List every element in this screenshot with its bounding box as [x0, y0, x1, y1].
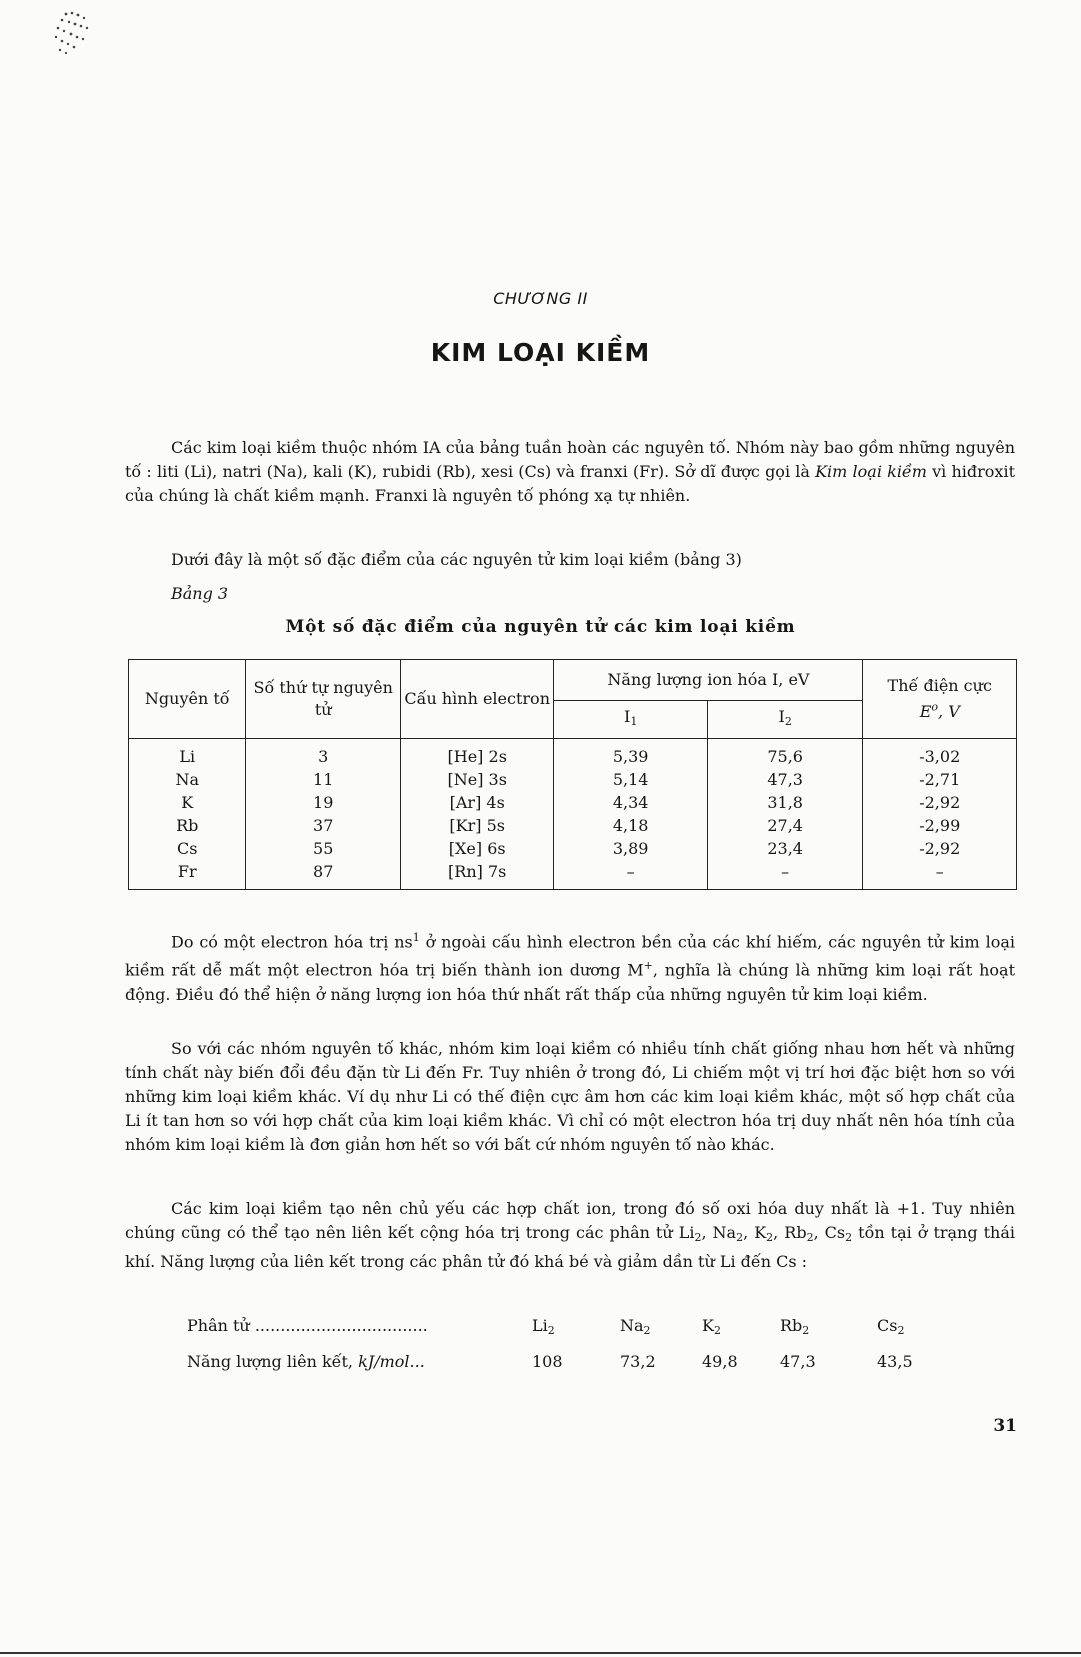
chapter-title: KIM LOẠI KIỀM — [430, 338, 651, 367]
energy-na2: 73,2 — [620, 1352, 656, 1371]
header-electron-config: Cấu hình electron — [400, 660, 553, 739]
header-i2: $I_2$ — [707, 701, 863, 739]
energy-rb2: 47,3 — [780, 1352, 816, 1371]
molecule-na2: $Na_2$ — [620, 1316, 651, 1337]
molecule-k2: $K_2$ — [702, 1316, 721, 1337]
page-number: 31 — [993, 1416, 1017, 1436]
molecule-rb2: $Rb_2$ — [780, 1316, 810, 1337]
bond-energy-label: Năng lượng liên kết, kJ/mol... — [187, 1352, 425, 1371]
header-i1: $I_1$ — [554, 701, 707, 739]
table-row: K 19 [Ar] 4s 4,34 31,8 -2,92 — [129, 791, 1017, 814]
group-properties-paragraph: So với các nhóm nguyên tố khác, nhóm kim loại kiềm có nhiều tính chất giống nhau hơn hết và những tính chất này biến đổi đều đặn từ Li đến Fr. Tuy nhiên ở trong đó, Li chiếm một vị trí hơi đặc biệt hơn so với những kim loại kiềm khác. Ví dụ như Li có thế điện cực âm hơn các kim loại kiềm khác, một số hợp chất của Li ít tan hơn so với hợp chất của kim loại kiềm khác. Vì chỉ có một electron hóa trị duy nhất nên hóa tính của nhóm kim loại kiềm là đơn giản hơn hết so với bất cứ nhóm nguyên tố nào khác. — [125, 1039, 1015, 1154]
intro-paragraph: Các kim loại kiềm thuộc nhóm IA của bảng tuần hoàn các nguyên tố. Nhóm này bao gồm những nguyên tố : liti (Li), natri (Na), kali (K), rubidi (Rb), xesi (Cs) và franxi (Fr). Sở dĩ được gọi là Kim loại kiềm vì hiđroxit của chúng là chất kiềm mạnh. Franxi là nguyên tố phóng xạ tự nhiên. — [125, 438, 1016, 505]
table-caption: Một số đặc điểm của nguyên tử các kim loại kiềm — [285, 617, 796, 637]
alkali-properties-table — [128, 659, 1017, 890]
table-intro-paragraph: Dưới đây là một số đặc điểm của các nguyên tử kim loại kiềm (bảng 3) — [171, 550, 742, 569]
chapter-label: CHƯƠNG II — [493, 289, 588, 308]
table-row: Rb 37 [Kr] 5s 4,18 27,4 -2,99 — [129, 814, 1017, 837]
table-row: Na 11 [Ne] 3s 5,14 47,3 -2,71 — [129, 768, 1017, 791]
valence-electron-paragraph: Do có một electron hóa trị $ns^1$ ở ngoài cấu hình electron bền của các khí hiếm, các nguyên tử kim loại kiềm rất dễ mất một electron hóa trị biến thành ion dương M+, nghĩa là chúng là những kim loại rất hoạt động. Điều đó thể hiện ở năng lượng ion hóa thứ nhất rất thấp của những nguyên tử kim loại kiềm. — [125, 931, 1016, 1004]
library-stamp-icon — [26, 6, 94, 66]
energy-li2: 108 — [532, 1352, 563, 1371]
ionic-compounds-paragraph: Các kim loại kiềm tạo nên chủ yếu các hợp chất ion, trong đó số oxi hóa duy nhất là +1. Tuy nhiên chúng cũng có thể tạo nên liên kết cộng hóa trị trong các phân tử $Li_2$, $Na_2$, $K_2$, $Rb_2$, $Cs_2$ tồn tại ở trạng thái khí. Năng lượng của liên kết trong các phân tử đó khá bé và giảm dần từ Li đến Cs : — [125, 1199, 1016, 1271]
header-electrode-potential: Thế điện cực $E^o$, V — [863, 660, 1017, 739]
energy-cs2: 43,5 — [877, 1352, 913, 1371]
term-kim-loai-kiem: Kim loại kiềm — [815, 462, 927, 481]
header-atomic-number: Số thứ tự nguyên tử — [246, 660, 401, 739]
table-row: Fr 87 [Rn] 7s – – – — [129, 860, 1017, 890]
molecule-li2: $Li_2$ — [532, 1316, 555, 1337]
header-element: Nguyên tố — [129, 660, 246, 739]
table-header-row — [129, 660, 1017, 701]
energy-k2: 49,8 — [702, 1352, 738, 1371]
table-row: Li 3 [He] 2s 5,39 75,6 -3,02 — [129, 739, 1017, 769]
molecule-label: Phân tử .................................. — [187, 1316, 428, 1335]
table-label: Bảng 3 — [171, 584, 229, 603]
header-ionization-energy: Năng lượng ion hóa I, eV — [554, 660, 863, 701]
molecule-cs2: $Cs_2$ — [877, 1316, 905, 1337]
scan-edge-divider — [0, 1652, 1081, 1654]
table-row: Cs 55 [Xe] 6s 3,89 23,4 -2,92 — [129, 837, 1017, 860]
